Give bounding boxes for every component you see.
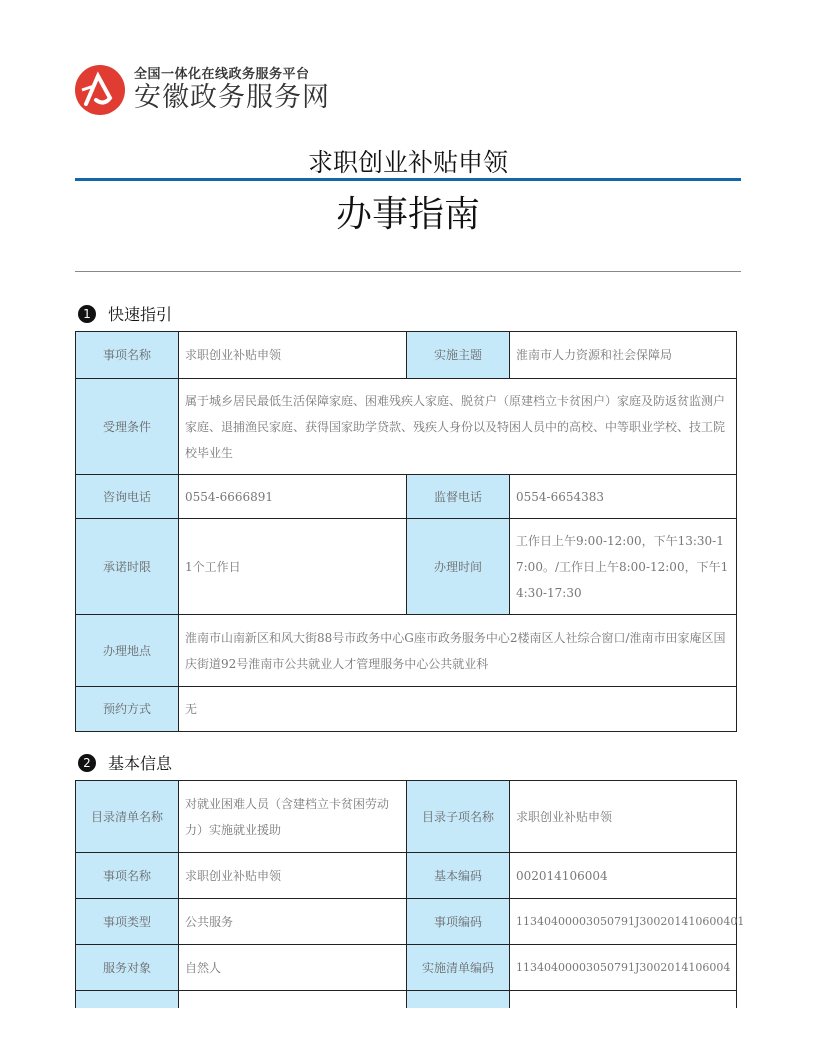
table-row (76, 475, 737, 519)
cut-off-value (179, 991, 407, 1009)
table-row (76, 615, 737, 687)
time-limit-value: 1个工作日 (179, 519, 407, 615)
time-limit-label: 承诺时限 (76, 519, 179, 615)
sub-item-label: 目录子项名称 (407, 781, 510, 853)
table-row (76, 991, 737, 1009)
item-name-value: 求职创业补贴申领 (179, 853, 407, 899)
table-row (76, 519, 737, 615)
section-number-badge: 1 (78, 305, 96, 323)
office-hours-label: 办理时间 (407, 519, 510, 615)
item-type-label: 事项类型 (76, 899, 179, 945)
table-row (76, 687, 737, 732)
conditions-label: 受理条件 (76, 379, 179, 475)
catalog-name-value: 对就业困难人员（含建档立卡贫困劳动力）实施就业援助 (179, 781, 407, 853)
table-row (76, 332, 737, 379)
site-logo[interactable] (74, 64, 330, 116)
item-code-label: 事项编码 (407, 899, 510, 945)
section-heading-quick-guide (78, 302, 172, 325)
table-row (76, 781, 737, 853)
impl-code-value: 11340400003050791J3002014106004 (510, 945, 737, 991)
item-name-value: 求职创业补贴申领 (179, 332, 407, 379)
consult-phone-label: 咨询电话 (76, 475, 179, 519)
document-title: 求职创业补贴申领 (307, 148, 508, 177)
supervise-phone-value: 0554-6654383 (510, 475, 737, 519)
location-label: 办理地点 (76, 615, 179, 687)
item-code-value: 11340400003050791J300201410600401 (510, 899, 737, 945)
base-code-value: 002014106004 (510, 853, 737, 899)
cut-off-label (76, 991, 179, 1009)
base-code-label: 基本编码 (407, 853, 510, 899)
service-target-value: 自然人 (179, 945, 407, 991)
logo-subtitle: 全国一体化在线政务服务平台 (134, 66, 310, 82)
section-heading-basic-info (78, 751, 172, 774)
service-target-label: 服务对象 (76, 945, 179, 991)
section-title: 基本信息 (108, 754, 173, 773)
conditions-value: 属于城乡居民最低生活保障家庭、困难残疾人家庭、脱贫户（原建档立卡贫困户）家庭及防返贫监测户家庭、退捕渔民家庭、获得国家助学贷款、残疾人身份以及特困人员中的高校、中等职业学校、技工院校毕业生 (179, 379, 737, 475)
cut-off-value (510, 991, 737, 1009)
basic-info-clip (0, 780, 816, 1008)
appointment-value: 无 (179, 687, 737, 732)
header-divider (75, 271, 741, 272)
section-number-badge: 2 (78, 754, 96, 772)
item-name-label: 事项名称 (76, 853, 179, 899)
guide-title: 办事指南 (335, 194, 480, 235)
item-name-label: 事项名称 (76, 332, 179, 379)
subject-value: 淮南市人力资源和社会保障局 (510, 332, 737, 379)
consult-phone-value: 0554-6666891 (179, 475, 407, 519)
logo-title: 安徽政务服务网 (134, 81, 330, 113)
table-row (76, 379, 737, 475)
table-row (76, 899, 737, 945)
office-hours-value: 工作日上午9:00-12:00，下午13:30-17:00。/工作日上午8:00-12:00，下午14:30-17:30 (510, 519, 737, 615)
appointment-label: 预约方式 (76, 687, 179, 732)
table-row (76, 853, 737, 899)
item-type-value: 公共服务 (179, 899, 407, 945)
catalog-name-label: 目录清单名称 (76, 781, 179, 853)
section-title: 快速指引 (108, 305, 173, 324)
cut-off-label (407, 991, 510, 1009)
table-row (76, 945, 737, 991)
impl-code-label: 实施清单编码 (407, 945, 510, 991)
sub-item-value: 求职创业补贴申领 (510, 781, 737, 853)
supervise-phone-label: 监督电话 (407, 475, 510, 519)
location-value: 淮南市山南新区和风大街88号市政务中心G座市政务服务中心2楼南区人社综合窗口/淮南市田家庵区国庆街道92号淮南市公共就业人才管理服务中心公共就业科 (179, 615, 737, 687)
quick-guide-table (75, 331, 737, 732)
subject-label: 实施主题 (407, 332, 510, 379)
title-divider (75, 178, 741, 181)
anhui-logo-icon (74, 64, 126, 116)
basic-info-table (75, 780, 745, 1008)
